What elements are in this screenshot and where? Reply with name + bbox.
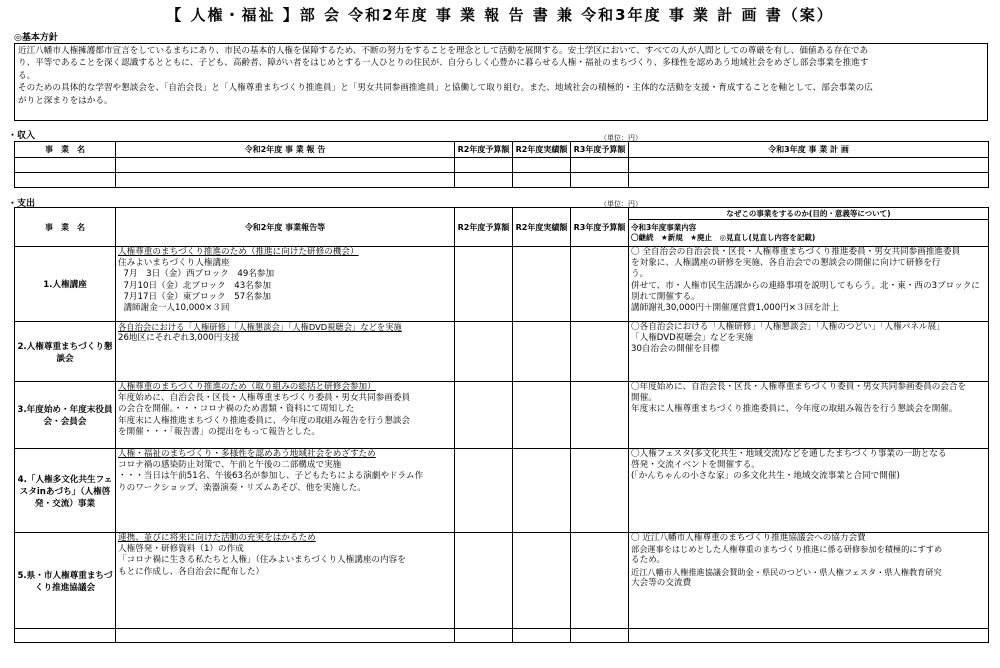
plan-line: う。 xyxy=(631,269,649,280)
income-header-name: 事 業 名 xyxy=(15,142,116,158)
basic-policy-heading: ◎基本方針 xyxy=(14,33,58,43)
income-header-report: 令和2年度 事 業 報 告 xyxy=(116,142,455,158)
expense-header-r2-budget: R2年度予算額 xyxy=(455,208,513,247)
row-report xyxy=(116,533,455,629)
report-line: りのワークショップ、楽器演奏・リズムあそび、他を実施した。 xyxy=(118,482,366,493)
income-header-r3-budget: R3年度予算額 xyxy=(571,142,629,158)
row-plan xyxy=(629,247,989,322)
income-header-r2-budget: R2年度予算額 xyxy=(455,142,513,158)
document-title: 【 人権・福祉 】部 会 令和2年度 事 業 報 告 書 兼 令和3年度 事 業 計 画 書（案） xyxy=(166,6,834,24)
report-line: 7月17日（金）東ブロック 57名参加 xyxy=(118,291,271,302)
plan-line: 別れて開催する。 xyxy=(631,291,700,302)
row-name: 5.県・市人権尊重まちづくり推進協議会 xyxy=(15,533,116,629)
table-row xyxy=(15,533,989,629)
report-line: 人権啓発・研修資料（1）の作成 xyxy=(118,544,244,555)
income-heading: ・収入 xyxy=(8,131,36,141)
table-row xyxy=(15,382,989,449)
report-line: 連携、並びに将来に向けた活動の充実をはかるため xyxy=(118,533,316,543)
report-line: もとに作成し、各自治会に配布した） xyxy=(118,566,265,577)
row-name: 4.「人権多文化共生フェスタinあづち」（人権啓発・交流）事業 xyxy=(15,449,116,533)
expense-header-plan: 令和3年度事業内容 xyxy=(631,223,697,232)
policy-line: そのための具体的な学習や懇談会を、「自治会長」と「人権尊重まちづくり推進員」と「男女共同参画推進員」と協働して取り組む。また、地域社会の積極的・主体的な活動を支援・育成することを軸として、部会事業の広 xyxy=(18,83,873,94)
policy-line: 近江八幡市人権擁護都市宣言をしているまちにあり、市民の基本的人権を保障するため、不断の努力をすることを理念として活動を展開する。安土学区において、すべての人が人間としての尊厳を有し、価値ある存在であ xyxy=(18,46,869,56)
table-row xyxy=(15,322,989,382)
expense-header-legend: 〇継続 ★新規 ★廃止 ◎見直し(見直し内容を記載) xyxy=(631,233,816,242)
report-line: 人権尊重のまちづくり推進のため（推進に向けた研修の機会） xyxy=(118,247,359,257)
expense-header-report: 令和2年度 事業報告等 xyxy=(116,208,455,247)
report-line: 年度末に人権推進まちづくり推進委員に、今年度の取組み報告を行う懇談会 xyxy=(118,415,411,426)
report-line: 7月10日（金）北ブロック 43名参加 xyxy=(118,280,271,291)
report-line: 7月 3日（金）西ブロック 49名参加 xyxy=(118,269,275,280)
plan-line: 部会運事をはじめとした人権尊重のまちづくり推進に係る研修参加を積極的にすすめ xyxy=(631,544,943,555)
report-line: 人権尊重のまちづくり推進のため（取り組みの総括と研修会参加） xyxy=(118,382,376,392)
plan-line: 「人権DVD視聴会」などを実施 xyxy=(631,333,754,344)
plan-line: 年度末に人権尊重まちづくり推進委員に、今年度の取組み報告を行う懇談会を開催。 xyxy=(631,404,958,415)
table-row xyxy=(15,449,989,533)
plan-line: 併せて、市・人権市民生活課からの連絡事項を説明してもらう。北・東・西の3ブロックに xyxy=(631,280,980,291)
row-name: 3.年度始め・年度末役員会・会員会 xyxy=(15,382,116,449)
report-line: 「コロナ禍に生きる私たちと人権」（住みよいまちづくり人権講座の内容を xyxy=(118,555,406,566)
report-line: 各自治会における「人権研修」「人権懇談会」「人権DVD視聴会」などを実施 xyxy=(118,322,402,332)
report-line: の会合を開催。・・・コロナ禍のため書類・資料にて周知した xyxy=(118,404,355,415)
report-line: を開催・・・「報告書」の提出をもって報告とした。 xyxy=(118,426,320,437)
income-unit: （単位：円） xyxy=(600,134,642,142)
table-row xyxy=(15,629,989,643)
plan-line: (「かんちゃんの小さな家」の多文化共生・地域交流事業と合同で開催) xyxy=(631,471,900,482)
plan-line: 30自治会の開催を目標 xyxy=(631,344,720,355)
expense-header-plan-cell xyxy=(629,220,989,247)
policy-line: り、平等であることを深く認識するとともに、子ども、高齢者、障がい者をはじめとする一人ひとりの住民が、自分らしく心豊かに暮らせる人権・福祉のまちづくり、多様性を認めあう地域社会をめざし部会事業を推進す xyxy=(18,58,869,69)
plan-line: 講師謝礼30,000円＋開催運営費1,000円×３回を計上 xyxy=(631,303,839,314)
income-header-r2-actual: R2年度実績額 xyxy=(513,142,571,158)
report-line: ・・・当日は午前51名、午後63名が参加し、子どもたちによる演劇やドラム作 xyxy=(118,471,424,482)
plan-line: 〇 全自治会の自治会長・区長・人権尊重まちづくり推進委員・男女共同参画推進委員 xyxy=(631,247,961,257)
report-line: コロナ禍の感染防止対策で、午前と午後の二部構成で実施 xyxy=(118,460,342,471)
report-line: 26地区にそれぞれ3,000円支援 xyxy=(118,333,240,344)
plan-line: 大会等の交流費 xyxy=(631,577,692,588)
row-report xyxy=(116,247,455,322)
expense-header-why: なぜこの事業をするのか(目的・意義等について) xyxy=(629,208,989,220)
report-line: 講師謝金一人10,000×３回 xyxy=(118,303,230,314)
policy-line: がりと深まりをはかる。 xyxy=(18,95,113,106)
expense-header-name: 事 業 名 xyxy=(15,208,116,247)
row-report xyxy=(116,322,455,382)
table-row xyxy=(15,173,989,188)
row-report xyxy=(116,449,455,533)
plan-line: を対象に、人権講座の研修を実施、各自治会での懇談会の開催に向けて研修を行 xyxy=(631,258,941,269)
plan-line: 〇人権フェスタ(多文化共生・地域交流)などを通したまちづくり事業の一助となる xyxy=(631,449,947,459)
expense-heading: ・支出 xyxy=(8,199,36,209)
expense-table xyxy=(14,207,989,643)
row-name: 2.人権尊重まちづくり懇談会 xyxy=(15,322,116,382)
plan-line: 開催。 xyxy=(631,393,657,404)
expense-unit: （単位：円） xyxy=(600,200,642,208)
report-line: 人権・福祉のまちづくり・多様性を認めあう地域社会をめざすため xyxy=(118,449,376,459)
income-header-plan: 令和3年度 事 業 計 画 xyxy=(629,142,989,158)
plan-line: 〇 近江八幡市人権尊重のまちづくり推進協議会への協力会費 xyxy=(631,533,866,543)
row-report xyxy=(116,382,455,449)
policy-line: る。 xyxy=(18,70,36,81)
row-plan xyxy=(629,533,989,629)
row-plan xyxy=(629,382,989,449)
row-plan xyxy=(629,449,989,533)
report-line: 年度始めに、自治会長・区長・人権尊重まちづくり委員・男女共同参画委員 xyxy=(118,393,411,404)
expense-header-r2-actual: R2年度実績額 xyxy=(513,208,571,247)
plan-line: 〇年度始めに、自治会長・区長・人権尊重まちづくり委員・男女共同参画委員の会合を xyxy=(631,382,967,392)
plan-line: るため。 xyxy=(631,555,666,566)
plan-line: 啓発・交流イベントを開催する。 xyxy=(631,460,760,471)
basic-policy-box xyxy=(14,43,988,121)
plan-line: 〇各自治会における「人権研修」「人権懇談会」「人権のつどい」「人権パネル展」 xyxy=(631,322,945,332)
table-row xyxy=(15,158,989,173)
report-line: 住みよいまちづくり人権講座 xyxy=(118,258,230,269)
table-row xyxy=(15,247,989,322)
expense-header-r3-budget: R3年度予算額 xyxy=(571,208,629,247)
plan-line: 近江八幡市人権推進協議会賛助金・県民のつどい・県人権フェスタ・県人権教育研究 xyxy=(631,566,942,577)
row-plan xyxy=(629,322,989,382)
row-name: 1.人権講座 xyxy=(15,247,116,322)
income-table xyxy=(14,141,989,188)
